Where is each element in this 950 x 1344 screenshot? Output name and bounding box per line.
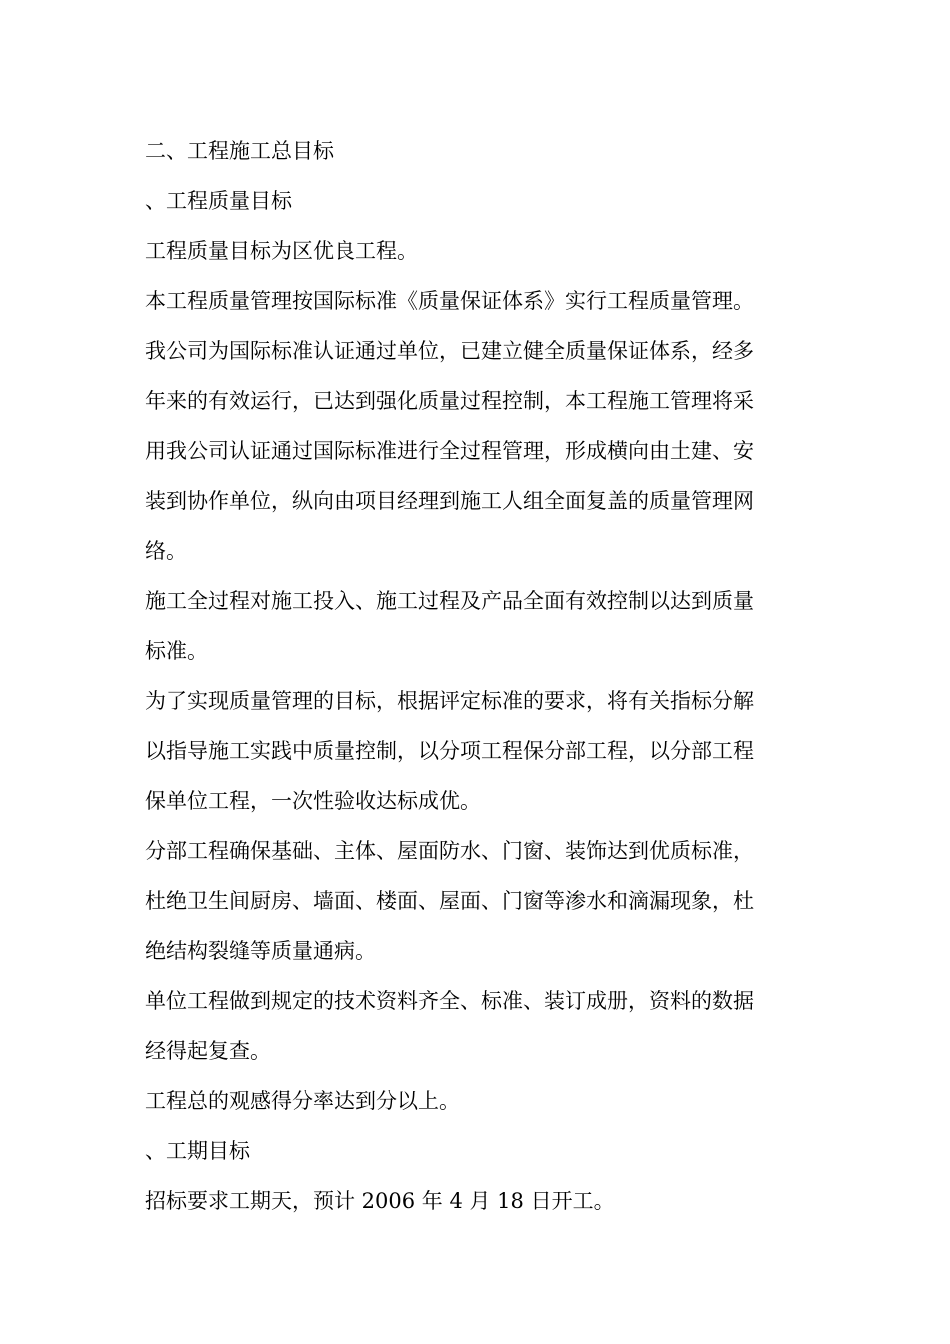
paragraph	[145, 326, 810, 576]
text-line: 分部工程确保基础、主体、屋面防水、门窗、装饰达到优质标准，	[145, 839, 754, 863]
text-line: 经得起复查。	[145, 1039, 271, 1063]
paragraph	[145, 276, 810, 326]
text-line: 、工程质量目标	[145, 189, 292, 213]
text-line: 保单位工程，一次性验收达标成优。	[145, 789, 481, 813]
text-line: 络。	[145, 539, 187, 563]
text-line: 装到协作单位，纵向由项目经理到施工人组全面复盖的质量管理网	[145, 489, 754, 513]
text-line: 、工期目标	[145, 1139, 250, 1163]
text-line: 用我公司认证通过国际标准进行全过程管理，形成横向由土建、安	[145, 439, 754, 463]
paragraph	[145, 976, 810, 1076]
text-line: 本工程质量管理按国际标准《质量保证体系》实行工程质量管理。	[145, 289, 754, 313]
document-body	[145, 126, 810, 1226]
text-line: 杜绝卫生间厨房、墙面、楼面、屋面、门窗等渗水和滴漏现象，杜	[145, 889, 754, 913]
paragraph	[145, 826, 810, 976]
paragraph	[145, 226, 810, 276]
paragraph	[145, 1176, 810, 1226]
subsection-heading-schedule	[145, 1126, 810, 1176]
text-line: 年来的有效运行，已达到强化质量过程控制，本工程施工管理将采	[145, 389, 754, 413]
text-line: 绝结构裂缝等质量通病。	[145, 939, 376, 963]
text-line: 标准。	[145, 639, 208, 663]
paragraph	[145, 676, 810, 826]
paragraph	[145, 1076, 810, 1126]
text-line: 我公司为国际标准认证通过单位，已建立健全质量保证体系，经多	[145, 339, 754, 363]
text-line: 为了实现质量管理的目标，根据评定标准的要求，将有关指标分解	[145, 689, 754, 713]
text-line: 二、工程施工总目标	[145, 139, 334, 163]
paragraph	[145, 576, 810, 676]
text-line: 施工全过程对施工投入、施工过程及产品全面有效控制以达到质量	[145, 589, 754, 613]
text-line: 工程总的观感得分率达到分以上。	[145, 1089, 460, 1113]
text-line: 以指导施工实践中质量控制，以分项工程保分部工程，以分部工程	[145, 739, 754, 763]
section-heading	[145, 126, 810, 176]
text-line: 招标要求工期天，预计 2006 年 4 月 18 日开工。	[145, 1189, 615, 1213]
subsection-heading-quality	[145, 176, 810, 226]
text-line: 单位工程做到规定的技术资料齐全、标准、装订成册，资料的数据	[145, 989, 754, 1013]
text-line: 工程质量目标为区优良工程。	[145, 239, 418, 263]
